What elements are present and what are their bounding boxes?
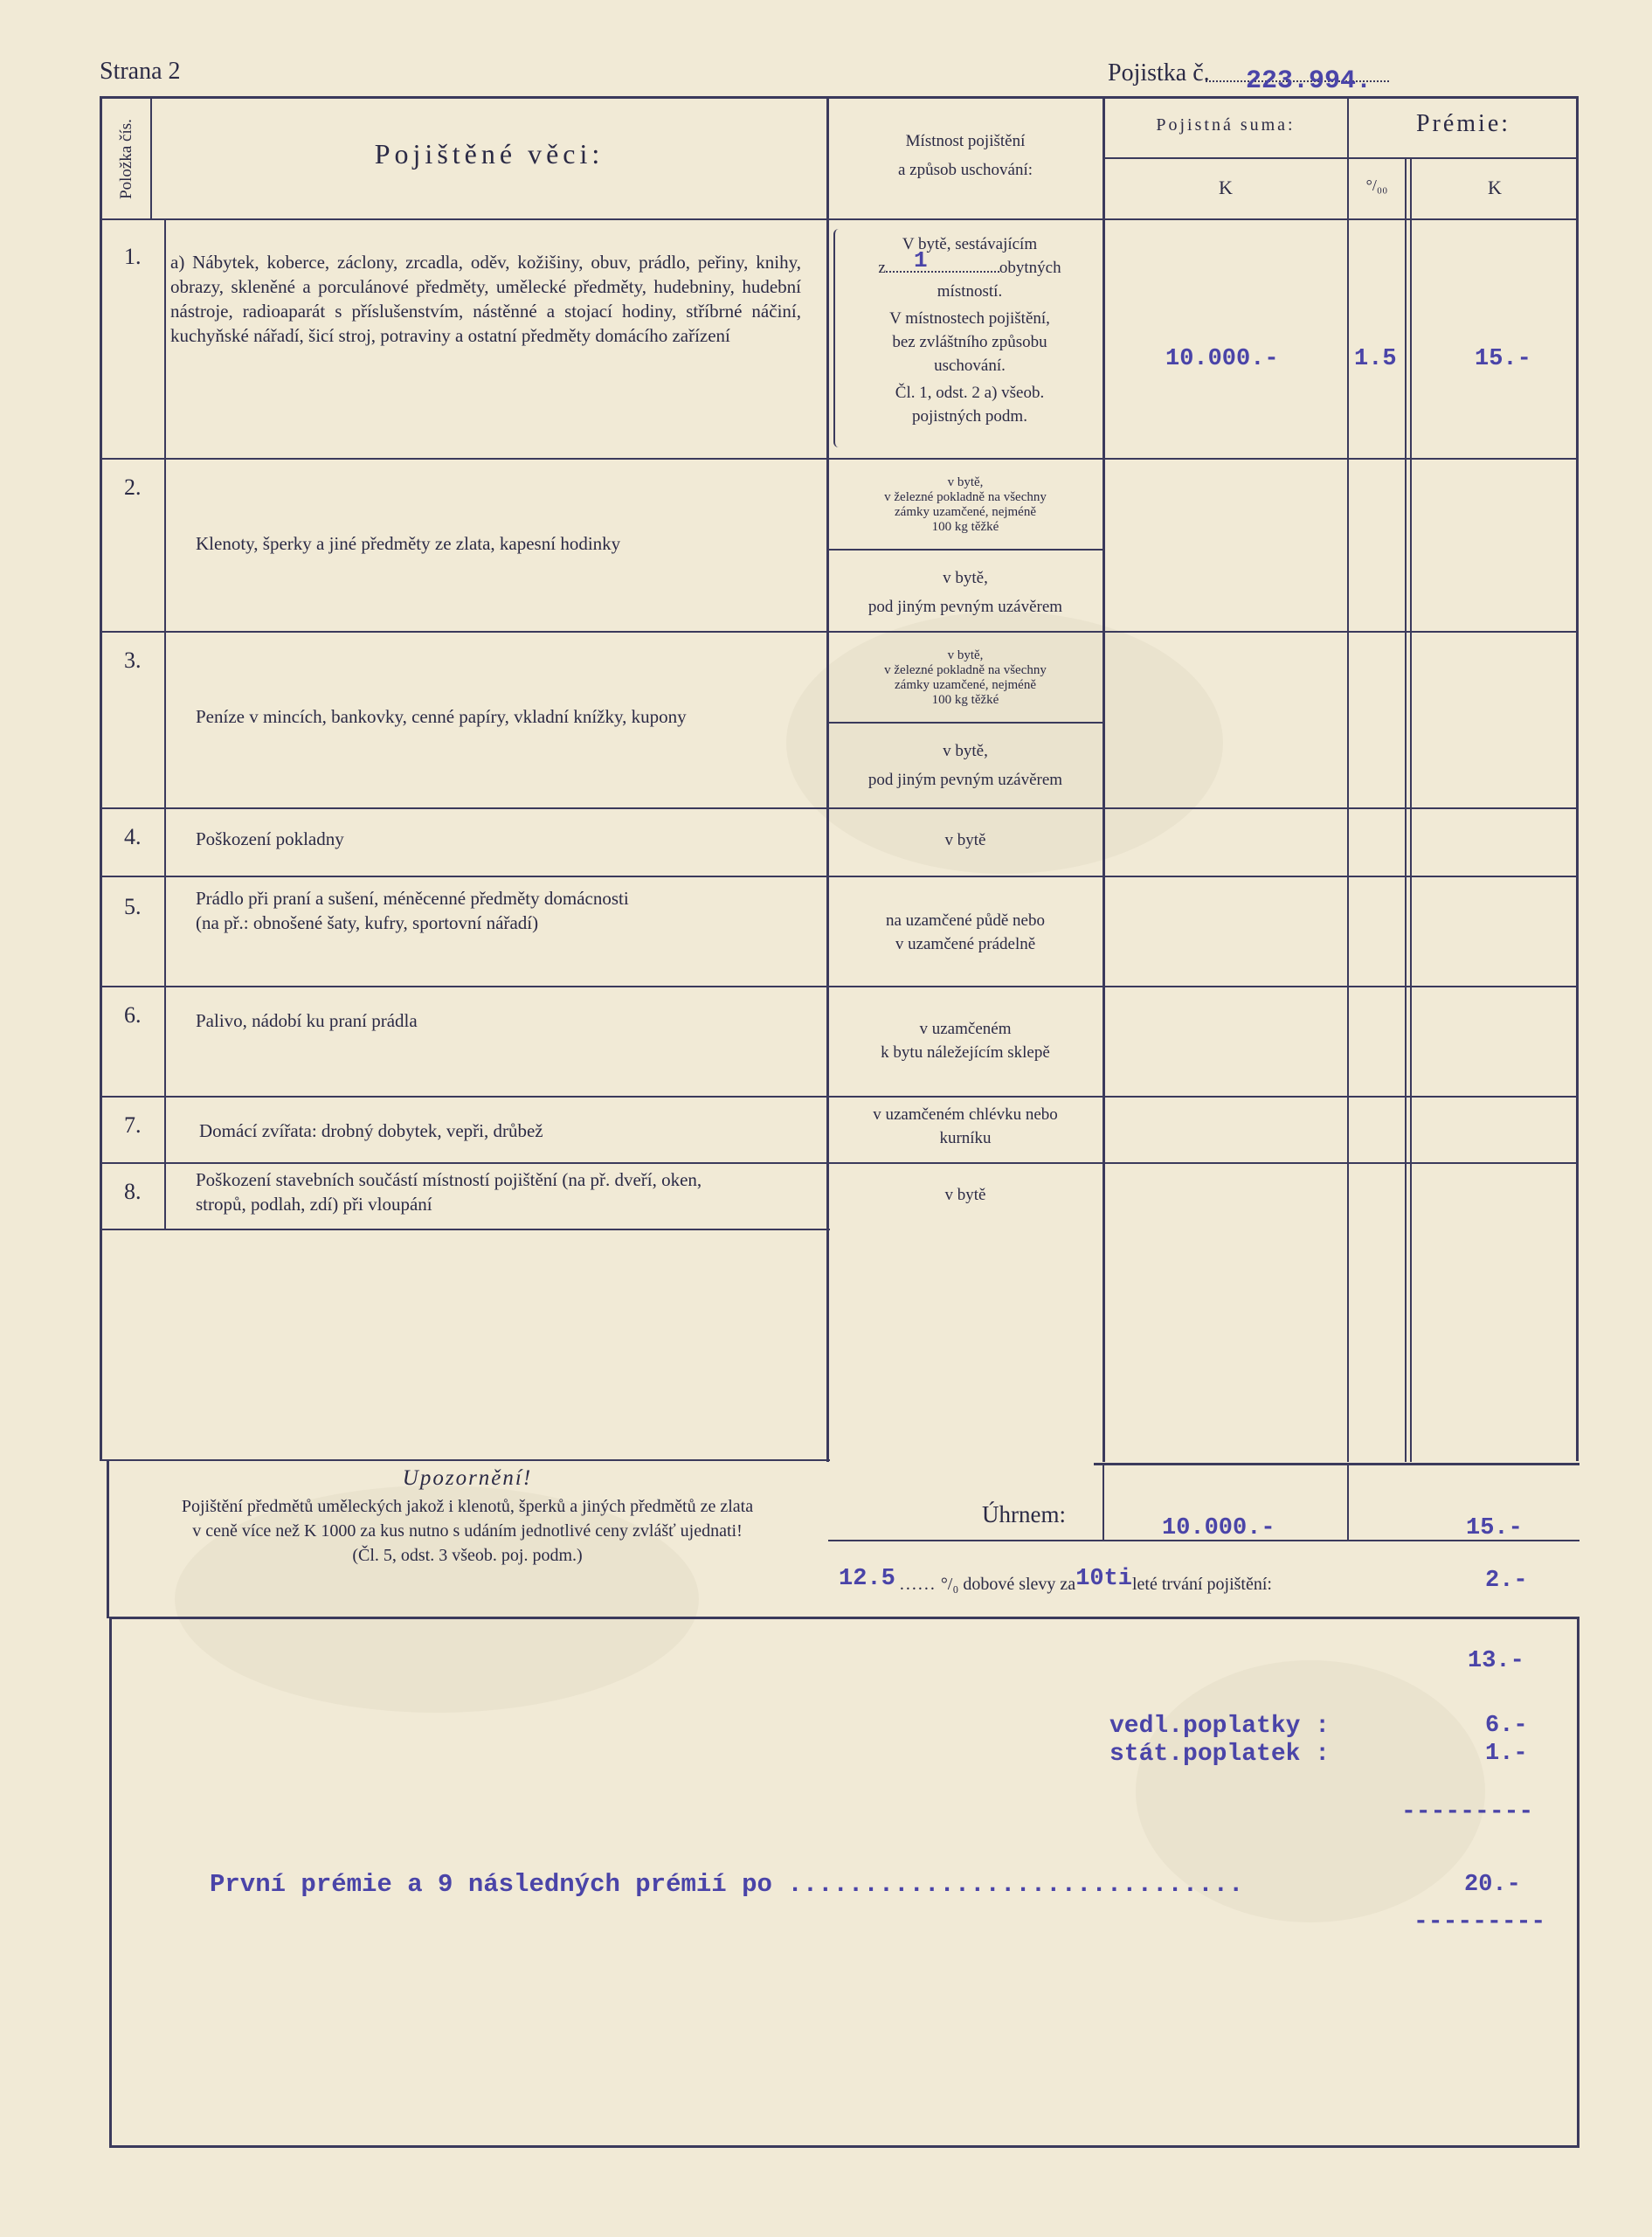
item-description: Palivo, nádobí ku praní prádla <box>196 1010 418 1031</box>
item-number: 1. <box>124 244 142 269</box>
location-safe: v bytě, v železné pokladně na všechny zámky uzamčené, nejméně 100 kg těžké <box>884 475 1047 534</box>
location-bracket <box>833 229 842 447</box>
discount-line: 12.5 ...... °/₀ dobové slevy za10tileté trvání pojištění: <box>839 1566 1272 1594</box>
item-number: 7. <box>124 1112 142 1138</box>
subtotal: 13.- <box>1468 1648 1524 1674</box>
sum-currency-header: K <box>1219 177 1233 198</box>
item-description: Prádlo při praní a sušení, méněcenné předměty domácnosti (na př.: obnošené šaty, kufry, sportovní nářadí) <box>196 888 629 933</box>
notice-line: v ceně více než K 1000 za kus nutno s udáním jednotlivé ceny zvlášť ujednati! <box>192 1521 743 1541</box>
dashes-line: --------- <box>1414 1908 1546 1936</box>
fees-label: vedl.poplatky : <box>1109 1713 1331 1740</box>
item-description: Poškození stavebních součástí místností pojištění (na př. dveří, oken, stropů, podlah, zdí) při vloupání <box>196 1169 702 1215</box>
premium-value: 15.- <box>1475 346 1531 372</box>
item-number: 3. <box>124 648 142 673</box>
item-description: a) Nábytek, koberce, záclony, zrcadla, oděv, kožišiny, obuv, prádlo, peřiny, knihy, obrazy, skleněné a porculánové předměty, umělecké předměty, hudebniny, hudební nástroje, radioaparát s příslušenstvím, nástěnné a stojací hodiny, stříbrné náčiní, kuchyňské nářadí, šicí stroj, potraviny a ostatní předměty domácího zařízení <box>170 252 801 346</box>
item-no-header: Položka čís. <box>116 118 135 199</box>
item-number: 5. <box>124 894 142 919</box>
state-fee-value: 1.- <box>1485 1741 1528 1767</box>
notice-title: Upozornění! <box>402 1466 533 1490</box>
final-premium-label: První prémie a 9 následných prémií po .............................. <box>210 1870 1244 1899</box>
premium-currency-header: K <box>1488 177 1502 198</box>
notice-line: Pojištění předmětů uměleckých jakož i klenotů, šperků a jiných předmětů ze zlata <box>181 1497 754 1516</box>
item-description: Poškození pokladny <box>196 828 344 849</box>
discount-rate: 12.5 <box>839 1566 895 1592</box>
location-cell: V bytě, sestávajícím z obytných 1 místností. V místnostech pojištění, bez zvláštního způsobu uschování. Čl. 1, odst. 2 a) všeob. pojistných podm. <box>878 235 1061 426</box>
permille-header: °/₀₀ <box>1365 177 1388 194</box>
insured-items-header: Pojištěné věci: <box>374 138 605 170</box>
location-cell: v uzamčeném k bytu náležejícím sklepě <box>881 1020 1050 1062</box>
location-cell: v uzamčeném chlévku nebo kurníku <box>873 1105 1058 1147</box>
item-number: 8. <box>124 1179 142 1204</box>
location-other: v bytě, pod jiným pevným uzávěrem <box>867 742 1063 789</box>
totals-premium: 15.- <box>1466 1515 1523 1541</box>
location-cell: v bytě <box>944 831 986 849</box>
totals-sum: 10.000.- <box>1162 1515 1275 1541</box>
policy-label: Pojistka č. <box>1108 59 1210 87</box>
location-cell: v bytě <box>944 1186 986 1204</box>
location-other: v bytě, pod jiným pevným uzávěrem <box>867 569 1063 616</box>
item-description: Klenoty, šperky a jiné předměty ze zlata, kapesní hodinky <box>196 533 621 554</box>
dashes-line: --------- <box>1401 1798 1534 1825</box>
location-header: Místnost pojištění a způsob uschování: <box>897 132 1033 179</box>
discount-amount: 2.- <box>1485 1568 1528 1594</box>
notice-line: (Čl. 5, odst. 3 všeob. poj. podm.) <box>352 1546 583 1565</box>
page-label: Strana 2 <box>100 58 181 85</box>
totals-label: Úhrnem: <box>982 1501 1066 1527</box>
item-number: 2. <box>124 474 142 500</box>
policy-number: 223.994. <box>1246 66 1372 96</box>
item-number: 4. <box>124 824 142 849</box>
rooms-count: 1 <box>914 247 928 274</box>
rate-value: 1.5 <box>1354 346 1397 372</box>
notice <box>114 1466 821 1568</box>
discount-years: 10ti <box>1075 1566 1132 1592</box>
location-safe: v bytě, v železné pokladně na všechny zámky uzamčené, nejméně 100 kg těžké <box>884 648 1047 707</box>
location-cell: na uzamčené půdě nebo v uzamčené prádelně <box>886 911 1045 953</box>
final-premium-value: 20.- <box>1464 1872 1521 1898</box>
item-number: 6. <box>124 1002 142 1028</box>
item-description: Peníze v mincích, bankovky, cenné papíry, vkladní knížky, kupony <box>196 706 687 727</box>
premium-header: Prémie: <box>1415 110 1511 137</box>
state-fee-label: stát.poplatek : <box>1109 1741 1331 1768</box>
sum-insured-header: Pojistná suma: <box>1156 115 1296 135</box>
item-description: Domácí zvířata: drobný dobytek, vepři, drůbež <box>199 1120 543 1141</box>
fees-value: 6.- <box>1485 1713 1528 1739</box>
sum-insured-value: 10.000.- <box>1165 346 1279 372</box>
